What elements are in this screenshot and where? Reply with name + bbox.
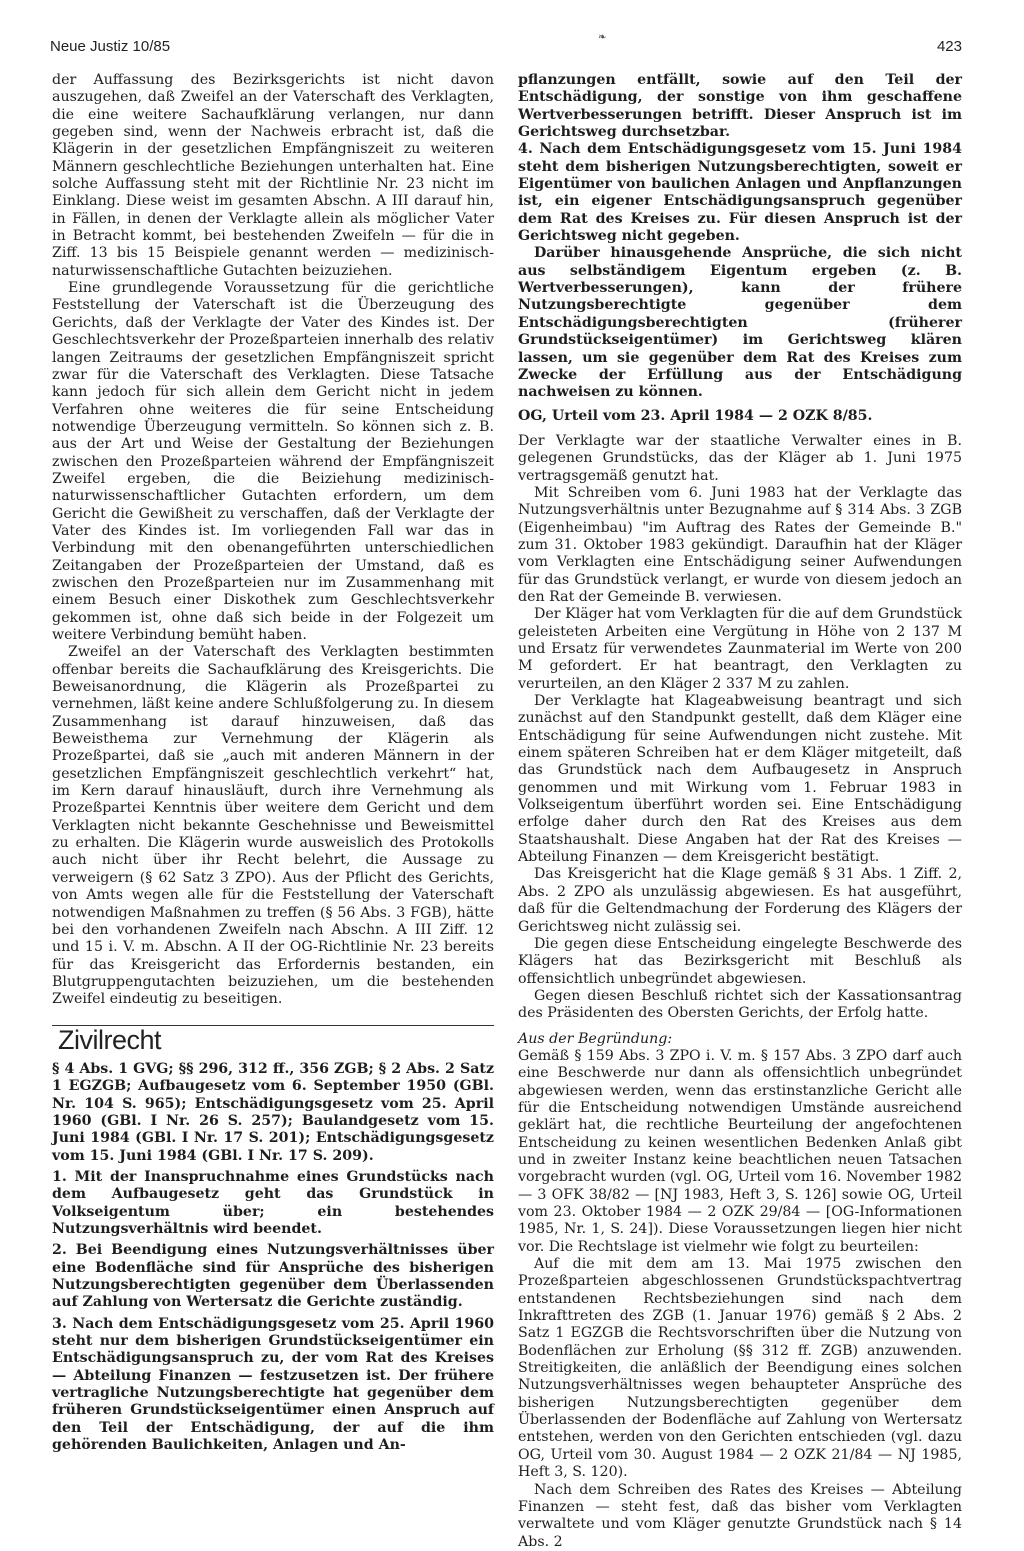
facts-paragraph: Gegen diesen Beschluß richtet sich der Kassationsantrag des Präsidenten des Obersten Gerichts, der Erfolg hatte.	[518, 987, 962, 1022]
case-citation: OG, Urteil vom 23. April 1984 — 2 OZK 8/85.	[518, 407, 873, 424]
facts-paragraph: Der Kläger hat vom Verklagten für die auf dem Grundstück geleisteten Arbeiten eine Vergütung in Höhe von 2 137 M und Ersatz für verwendetes Zaunmaterial im Werte von 200 M gefordert. Er hat beantragt, den Verklagten zu verurteilen, an den Kläger 2 337 M zu zahlen.	[518, 606, 962, 692]
headnote-2: 2. Bei Beendigung eines Nutzungsverhältnisses über eine Bodenfläche sind für Ansprüche des bisherigen Nutzungsberechtigten gegenüber dem Überlassenden auf Zahlung von Wertersatz die Gerichte zuständig.	[52, 1242, 494, 1311]
left-column	[52, 72, 494, 1454]
paragraph: Eine grundlegende Voraussetzung für die gerichtliche Feststellung der Vaterschaft ist die Überzeugung des Gerichts, daß der Verklagte der Vater des Kindes ist. Der Geschlechtsverkehr der Prozeßparteien innerhalb des relativ langen Zeitraums der gesetzlichen Empfängniszeit spricht zwar für die Vaterschaft des Verklagten. Diese Tatsache kann jedoch für sich allein dem Gericht nicht in jedem Verfahren ohne weiteres die für seine Entscheidung notwendige Überzeugung vermitteln. So können sich z. B. aus der Art und Weise der Gestaltung der Beziehungen zwischen den Prozeßparteien während der Empfängniszeit Zweifel ergeben, die die Beiziehung medizinisch-naturwissenschaftlicher Gutachten erfordern, um dem Gericht die Gewißheit zu verschaffen, daß der Verklagte der Vater des Kindes ist. Im vorliegenden Fall war das in Verbindung mit den obenangeführten unterschiedlichen Zeitangaben der Prozeßparteien der Umstand, daß es zwischen den Prozeßparteien nur im Zusammenhang mit einem Besuch einer Diskothek zum Geschlechtsverkehr gekommen ist, ohne daß sich beide in der Folgezeit um weitere Verbindung bemüht haben.	[52, 280, 494, 643]
headnote-4: 4. Nach dem Entschädigungsgesetz vom 15. Juni 1984 steht dem bisherigen Nutzungsberechtigten, soweit er Eigentümer von baulichen Anlagen und Anpflanzungen ist, ein eigener Entschädigungsanspruch gegenüber dem Rat des Kreises zu. Für diesen Anspruch ist der Gerichtsweg nicht gegeben.	[518, 141, 962, 245]
paragraph: der Auffassung des Bezirksgerichts ist nicht davon auszugehen, daß Zweifel an der Vaterschaft des Verklagten, die eine weitere Sachaufklärung verlangen, nur dann gegeben sind, wenn der Nachweis erbracht ist, daß die Klägerin in der gesetzlichen Empfängniszeit zu weiteren Männern geschlechtliche Beziehungen unterhalten hat. Eine solche Auffassung steht mit der Richtlinie Nr. 23 nicht im Einklang. Diese weist im gesamten Abschn. A III darauf hin, in Fällen, in denen der Verklagte allein als möglicher Vater in Betracht kommt, bei bestehenden Zweifeln — für die in Ziff. 13 bis 15 Beispiele genannt werden — medizinisch-naturwissenschaftliche Gutachten beizuziehen.	[52, 72, 494, 279]
facts-paragraph: Die gegen diese Entscheidung eingelegte Beschwerde des Klägers hat das Bezirksgericht mit Beschluß als offensichtlich unbegründet abgewiesen.	[518, 935, 962, 987]
reasons-paragraph: Auf die mit dem am 13. Mai 1975 zwischen den Prozeßparteien abgeschlossenen Grundstückspachtvertrag entstandenen Rechtsbeziehungen sind nach dem Inkrafttreten des ZGB (1. Januar 1976) gemäß § 2 Abs. 2 Satz 1 EGZGB die Rechtsvorschriften über die Nutzung von Bodenflächen zur Erholung (§§ 312 ff. ZGB) anzuwenden. Streitigkeiten, die anläßlich der Beendigung eines solchen Nutzungsverhältnisses wegen behaupteter Ansprüche des bisherigen Nutzungsberechtigten gegenüber dem Überlassenden der Bodenfläche auf Zahlung von Wertersatz entstehen, werden von den Gerichten entschieden (vgl. dazu OG, Urteil vom 30. August 1984 — 2 OZK 21/84 — NJ 1985, Heft 3, S. 120).	[518, 1256, 962, 1481]
section-title: Zivilrecht	[58, 1024, 162, 1055]
reasons-paragraph: Nach dem Schreiben des Rates des Kreises — Abteilung Finanzen — steht fest, daß das bisher vom Verklagten verwaltete und vom Kläger genutzte Grundstück nach § 14 Abs. 2	[518, 1481, 962, 1550]
facts-paragraph: Mit Schreiben vom 6. Juni 1983 hat der Verklagte das Nutzungsverhältnis unter Bezugnahme auf § 314 Abs. 3 ZGB (Eigenheimbau) "im Auftrag des Rates der Gemeinde B." zum 31. Oktober 1983 gekündigt. Daraufhin hat der Kläger vom Verklagten eine Entschädigung seiner Aufwendungen für das Grundstück verlangt, er wurde von diesem jedoch an den Rat der Gemeinde B. verwiesen.	[518, 484, 962, 605]
headnote-3: 3. Nach dem Entschädigungsgesetz vom 25. April 1960 steht nur dem bisherigen Grundstückseigentümer ein Entschädigungsanspruch zu, der vom Rat des Kreises — Abteilung Finanzen — festzusetzen ist. Der frühere vertragliche Nutzungsberechtigte hat gegenüber dem früheren Grundstückseigentümer einen Anspruch auf den Teil der Entschädigung, der auf die ihm gehörenden Baulichkeiten, Anlagen und An-	[52, 1315, 494, 1454]
headnote-extra: Darüber hinausgehende Ansprüche, die sich nicht aus selbständigem Eigentum ergeben (z. B. Wertverbesserungen), kann der frühere Nutzungsberechtigte gegenüber dem Entschädigungsberechtigten (früherer Grundstückseigentümer) im Gerichtsweg klären lassen, um sie gegenüber dem Rat des Kreises zum Zwecke der Erfüllung aus der Entschädigung nachweisen zu können.	[518, 245, 962, 401]
facts-paragraph: Der Verklagte war der staatliche Verwalter eines in B. gelegenen Grundstücks, das der Kläger ab 1. Juni 1975 vertragsgemäß genutzt hat.	[518, 432, 962, 484]
journal-title: Neue Justiz 10/85	[50, 38, 171, 55]
facts-paragraph: Der Verklagte hat Klageabweisung beantragt und sich zunächst auf den Standpunkt gestellt, daß dem Kläger eine Entschädigung für seine Aufwendungen nicht zustehe. Mit einem späteren Schreiben hat er dem Kläger mitgeteilt, daß das Grundstück nach dem Aufbaugesetz in Anspruch genommen und mit Wirkung vom 1. Februar 1983 in Volkseigentum überführt worden sei. Eine Entschädigung erfolge daher durch den Rat des Kreises aus dem Staatshaushalt. Diese Angaben hat der Rat des Kreises — Abteilung Finanzen — dem Kreisgericht bestätigt.	[518, 693, 962, 866]
headnote-3-continuation: pflanzungen entfällt, sowie auf den Teil der Entschädigung, der sonstige von ihm geschaffene Wertverbesserungen betrifft. Dieser Anspruch ist im Gerichtsweg durchsetzbar.	[518, 72, 962, 141]
running-header	[50, 32, 962, 60]
page-number: 423	[936, 38, 962, 55]
ornament-mark: ❧	[598, 32, 607, 43]
right-column	[518, 72, 962, 1551]
headnote-1: 1. Mit der Inanspruchnahme eines Grundstücks nach dem Aufbaugesetz geht das Grundstück in Volkseigentum über; ein bestehendes Nutzungsverhältnis wird beendet.	[52, 1168, 494, 1237]
paragraph: Zweifel an der Vaterschaft des Verklagten bestimmten offenbar bereits die Sachaufklärung des Kreisgerichts. Die Beweisanordnung, die Klägerin als Prozeßpartei zu vernehmen, läßt keine andere Schlußfolgerung zu. In diesem Zusammenhang ist darauf hinzuweisen, daß das Beweisthema zur Vernehmung der Klägerin als Prozeßpartei, daß sie „auch mit anderen Männern in der gesetzlichen Empfängniszeit geschlechtlich verkehrt“ hat, im Kern darauf hinausläuft, durch ihre Vernehmung als Prozeßpartei Kenntnis über weitere dem Gericht und dem Verklagten nicht bekannte Geschehnisse und Beweismittel zu erhalten. Die Klägerin wurde ausweislich des Protokolls auch nicht über ihr Recht belehrt, die Aussage zu verweigern (§ 62 Satz 3 ZPO). Aus der Pflicht des Gerichts, von Amts wegen alle für die Feststellung der Vaterschaft notwendigen Maßnahmen zu treffen (§ 56 Abs. 3 FGB), hätte bei den vorhandenen Zweifeln nach Abschn. A III Ziff. 12 und 15 i. V. m. Abschn. A II der OG-Richtlinie Nr. 23 bereits für das Kreisgericht das Erfordernis bestanden, ein Blutgruppengutachten beizuziehen, um die bestehenden Zweifel eindeutig zu beseitigen.	[52, 644, 494, 1008]
reasons-heading: Aus der Begründung:	[518, 1030, 673, 1047]
legal-norms: § 4 Abs. 1 GVG; §§ 296, 312 ff., 356 ZGB; § 2 Abs. 2 Satz 1 EGZGB; Aufbaugesetz vom 6. September 1950 (GBl. Nr. 104 S. 965); Entschädigungsgesetz vom 25. April 1960 (GBl. I Nr. 26 S. 257); Baulandgesetz vom 15. Juni 1984 (GBl. I Nr. 17 S. 201); Entschädigungsgesetz vom 15. Juni 1984 (GBl. I Nr. 17 S. 209).	[52, 1060, 494, 1164]
facts-paragraph: Das Kreisgericht hat die Klage gemäß § 31 Abs. 1 Ziff. 2, Abs. 2 ZPO als unzulässig abgewiesen. Es hat ausgeführt, daß für die Geltendmachung der Forderung des Klägers der Gerichtsweg nicht zulässig sei.	[518, 866, 962, 935]
reasons-paragraph: Gemäß § 159 Abs. 3 ZPO i. V. m. § 157 Abs. 3 ZPO darf auch eine Beschwerde nur dann als offensichtlich unbegründet abgewiesen werden, wenn das erstinstanzliche Gericht alle für die Entscheidung notwendigen Umstände ausreichend geklärt hat, die rechtliche Beurteilung der angefochtenen Entscheidung zu keinen wesentlichen Bedenken Anlaß gibt und in zweiter Instanz keine beachtlichen neuen Tatsachen vorgebracht wurden (vgl. OG, Urteil vom 16. November 1982 — 3 OFK 38/82 — [NJ 1983, Heft 3, S. 126] sowie OG, Urteil vom 23. Oktober 1984 — 2 OZK 29/84 — [OG-Informationen 1985, Nr. 1, S. 24]). Diese Voraussetzungen liegen hier nicht vor. Die Rechtslage ist vielmehr wie folgt zu beurteilen:	[518, 1047, 962, 1255]
